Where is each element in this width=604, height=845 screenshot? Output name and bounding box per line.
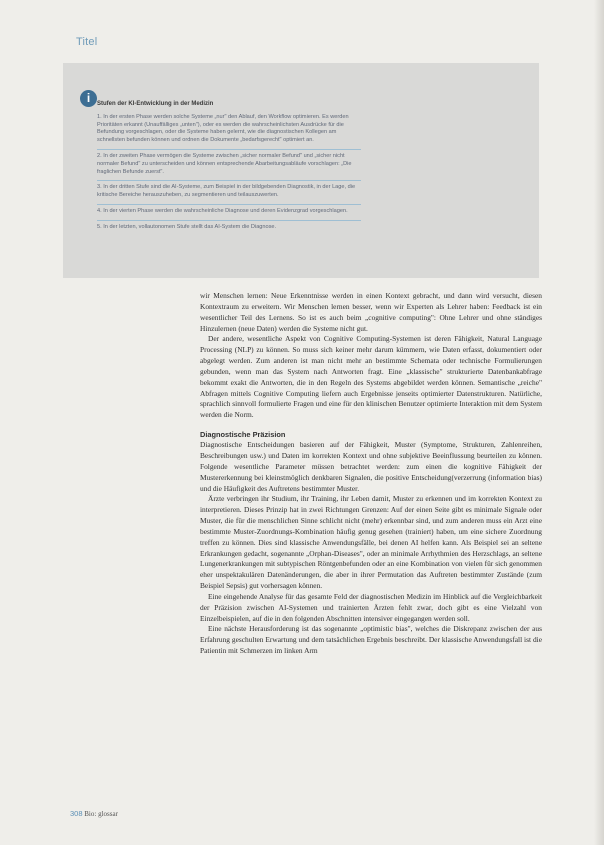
paragraph: Diagnostische Entscheidungen basieren auf der Fähigkeit, Muster (Symptome, Strukturen, Zahlenreihen, Beschreibungen usw.) und Daten im korrekten Kontext und ohne subjektive Beeinflussung beurteilen zu können. Folgende wesentliche Parameter müssen betrachtet werden: zum einen die kognitive Fähigkeit der Mustererkennung bei kleinstmöglich denkbaren Signalen, die positive Entscheidung(verzerrung (information bias) und die Häufigkeit des Auftretens bestimmter Muster. — [200, 440, 542, 493]
info-box-item-text: 2. In der zweiten Phase vermögen die Systeme zwischen „sicher normaler Befund" und „sicher nicht normaler Befund" zu unterscheiden und können entsprechende Abarbeitungsabläufe vorschlagen: „Die fraglichen Befunde zuerst". — [97, 152, 352, 175]
section-heading: Diagnostische Präzision — [200, 430, 286, 440]
paragraph: wir Menschen lernen: Neue Erkenntnisse werden in einen Kontext gebracht, und dann wird versucht, diesen Kontextraum zu erweitern. Wir Menschen lernen besser, wenn wir Experten als Lehrer haben: Feedback ist ein wesentlicher Teil des Lernens. So ist es auch beim „cognitive computing": Ohne Lehrer und ohne ständiges Hinzulernen (neue Daten) werden die Systeme nicht gut. — [200, 291, 542, 333]
info-icon: i — [80, 90, 97, 107]
info-box-item — [97, 205, 361, 221]
info-box-item-text: 4. In der vierten Phase werden die wahrscheinliche Diagnose und deren Evidenzgrad vorgeschlagen. — [97, 207, 348, 214]
info-box-content — [97, 101, 367, 236]
info-box-item — [97, 181, 361, 205]
info-box-item — [97, 150, 361, 181]
paragraph: Eine eingehende Analyse für das gesamte Feld der diagnostischen Medizin im Hinblick auf die Vergleichbarkeit der Präzision zwischen AI-Systemen und trainierten Ärzten fehlt zwar, doch gibt es eine Vielzahl von Einzelbeispielen, auf die in den folgenden Abschnitten intensiver eingegangen werden soll. — [200, 591, 542, 623]
info-box-item-text: 5. In der letzten, vollautonomen Stufe stellt das AI-System die Diagnose. — [97, 223, 277, 230]
page-edge-shadow — [594, 0, 604, 845]
paragraph: Der andere, wesentliche Aspekt von Cognitive Computing-Systemen ist deren Fähigkeit, Natural Language Processing (NLP) zu können. So muss sich keiner mehr darum kümmern, wie Daten erfasst, dokumentiert oder abgelegt werden. Zum anderen ist man nicht mehr an bestimmte Schemata oder technische Formulierungen gebunden, wenn man das System nach Antworten fragt. Eine „klassische" strukturierte Datenbankabfrage bekommt exakt die Antworten, die in den Regeln des Systems abgebildet werden können. Semantische „reiche" Abfragen mittels Cognitive Computing liefern auch Ergebnisse jenseits optimierter Datenstrukturen. Natürliche, sprachlich sinnvoll formulierte Fragen und eine für den klinischen Benutzer optimierte Interaktion mit dem System werden die Norm. — [200, 334, 542, 420]
page-title: Titel — [76, 36, 98, 48]
body-text — [200, 291, 542, 657]
info-box-item-text: 1. In der ersten Phase werden solche Systeme „nur" den Ablauf, den Workflow optimieren. Es werden Prioritäten erkannt (Unauffälliges „unten"), oder es werden die wahrscheinlichsten Ausdrücke für die Befundung vorgeschlagen, oder die Systeme haben gelernt, wie die diagnostischen Kollegen am schnellsten befunden können und ordnen die Dokumente „bedarfsgerecht" optimiert an. — [97, 113, 349, 144]
running-head: Bio: glossar — [84, 810, 118, 818]
info-box-item — [97, 111, 361, 150]
page-footer — [70, 809, 118, 818]
info-box-heading: Stufen der KI-Entwicklung in der Medizin — [97, 101, 214, 107]
paragraph: Eine nächste Herausforderung ist das sogenannte „optimistic bias", welches die Diskrepanz zwischen der aus Erfahrung geschulten Erwartung und dem tatsächlichen Ergebnis beschreibt. Der klassische Anwendungsfall ist die Patientin mit Schmerzen im linken Arm — [200, 624, 542, 656]
info-box-item-text: 3. In der dritten Stufe sind die AI-Systeme, zum Beispiel in der bildgebenden Diagnostik, in der Lage, die kritische Bereiche herauszuheben, zu segmentieren und teilauszuwerten. — [97, 184, 356, 199]
page-number: 308 — [70, 809, 83, 818]
info-box-item — [97, 221, 361, 236]
paragraph: Ärzte verbringen ihr Studium, ihr Training, ihr Leben damit, Muster zu erkennen und im korrekten Kontext zu interpretieren. Dieses Prinzip hat in zwei Richtungen Grenzen: Auf der einen Seite gibt es minimale Signale oder Muster, die für die menschlichen Sinne schlicht nicht (mehr) erkennbar sind, und zum anderen muss ein Arzt eine bestimmte Muster-Zuordnungs-Kombination häufig genug gesehen (trainiert) haben, um eine sichere Zuordnung treffen zu können. Dies sind klassische Anwendungsfälle, bei denen AI helfen kann. Als Beispiel sei an seltene Erkrankungen gedacht, sogenannte „Orphan-Diseases", oder an minimale Arrhythmien des Herzschlags, an seltene Lungenerkrankungen mit subtypischen Röntgenbefunden oder an eine Kombination von vielen für sich genommen eher unspektakulären Datenänderungen, die aber in ihrer Permutation das Auftreten bestimmter Zustände (zum Beispiel Sepsis) gut vorhersagen können. — [200, 494, 542, 591]
